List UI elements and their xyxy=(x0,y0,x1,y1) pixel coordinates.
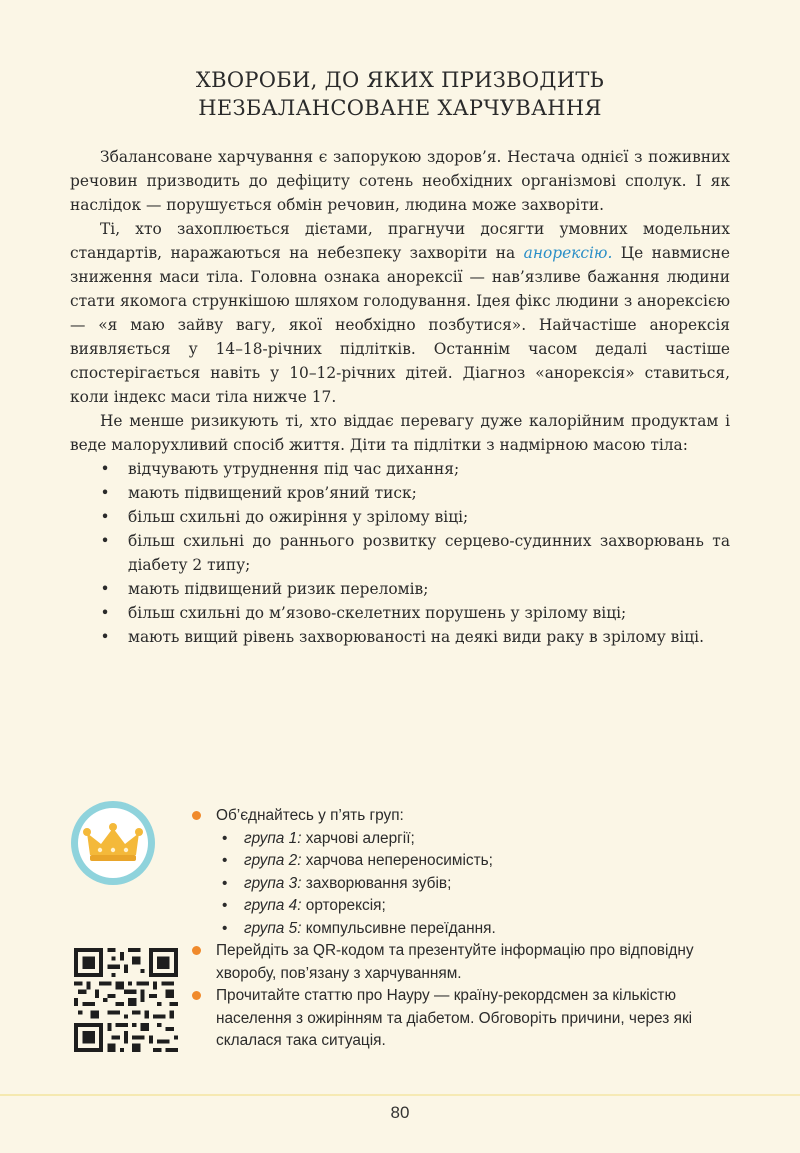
paragraph-3: Не менше ризикують ті, хто віддає перевагу дуже калорійним продуктам і веде малорухливий спосіб життя. Діти та підлітки з надмірною масою тіла: xyxy=(70,412,730,454)
qr-code-icon[interactable] xyxy=(74,948,178,1052)
list-item: • більш схильні до раннього розвитку серцево-судинних захворювань та діабету 2 типу; xyxy=(70,529,730,577)
task-1-text: Об’єднайтесь у п’ять груп: xyxy=(216,807,404,824)
list-item: • більш схильні до м’язово-скелетних порушень у зрілому віці; xyxy=(70,601,730,625)
page-number: 80 xyxy=(390,1103,410,1122)
task-2-text: Перейдіть за QR-кодом та презентуйте інформацію про відповідну хворобу, пов’язану з харчуванням. xyxy=(216,942,694,982)
bullet-dot: • xyxy=(100,508,110,526)
list-item: • мають підвищений ризик переломів; xyxy=(70,577,730,601)
task-qr xyxy=(192,940,737,985)
group-item: • група 3: захворювання зубів; xyxy=(222,874,452,892)
title-line-1: ХВОРОБИ, ДО ЯКИХ ПРИЗВОДИТЬ xyxy=(195,68,605,92)
list-item: • мають підвищений кров’яний тиск; xyxy=(70,481,730,505)
group-item: • група 5: компульсивне переїдання. xyxy=(222,919,496,937)
page-title xyxy=(100,66,700,122)
group-item: • група 4: орторексія; xyxy=(222,897,386,914)
risk-list xyxy=(70,457,730,649)
bullet-dot: • xyxy=(100,604,110,622)
orange-bullet-icon xyxy=(192,946,201,955)
list-item: • відчувають утруднення під час дихання; xyxy=(70,457,730,481)
bullet-dot: • xyxy=(100,460,110,478)
group-item: • група 1: харчові алергії; xyxy=(222,829,415,847)
task-groups xyxy=(192,805,737,940)
main-text xyxy=(70,145,730,649)
bullet-dot: • xyxy=(100,628,110,646)
orange-bullet-icon xyxy=(192,811,201,820)
paragraph-2-rest: Це навмисне зниження маси тіла. Головна ознака анорексії — нав’язливе бажання людини стати якомога стрункішою шляхом голодування. Ідея фікс людини з анорексією — «я маю зайву вагу, якої необхідно позбутися». Найчастіше анорексія виявляється у 14–18-річних підлітків. Останнім часом дедалі частіше спостерігається навіть у 10–12-річних дітей. Діагноз «анорексія» ставиться, коли індекс маси тіла нижче 17. xyxy=(70,244,730,406)
crown-icon xyxy=(70,800,156,886)
footer-divider xyxy=(0,1094,800,1096)
orange-bullet-icon xyxy=(192,991,201,1000)
term-anorexia: анорексію. xyxy=(523,244,613,262)
task-block xyxy=(192,805,737,1053)
bullet-dot: • xyxy=(100,484,110,502)
paragraph-2-start: Ті, хто захоплюється дієтами, прагнучи досягти умовних модельних стандартів, наражаються на небезпеку захворіти на xyxy=(70,220,730,262)
task-3-text: Прочитайте статтю про Науру — країну-рекордсмен за кількістю населення з ожирінням та діабетом. Обговоріть причини, через які склалася така ситуація. xyxy=(216,987,693,1049)
list-item: • мають вищий рівень захворюваності на деякі види раку в зрілому віці. xyxy=(70,625,730,649)
bullet-dot: • xyxy=(100,580,110,598)
list-item: • більш схильні до ожиріння у зрілому віці; xyxy=(70,505,730,529)
paragraph-1: Збалансоване харчування є запорукою здоров’я. Нестача однієї з поживних речовин призводить до дефіциту сотень необхідних організмові сполук. І як наслідок — порушується обмін речовин, людина може захворіти. xyxy=(70,148,730,214)
group-item: • група 2: харчова непереносимість; xyxy=(222,852,493,869)
group-list xyxy=(216,828,737,941)
task-nauru xyxy=(192,985,737,1053)
bullet-dot: • xyxy=(100,532,110,550)
paragraph-2 xyxy=(70,217,730,409)
title-line-2: НЕЗБАЛАНСОВАНЕ ХАРЧУВАННЯ xyxy=(198,96,602,120)
